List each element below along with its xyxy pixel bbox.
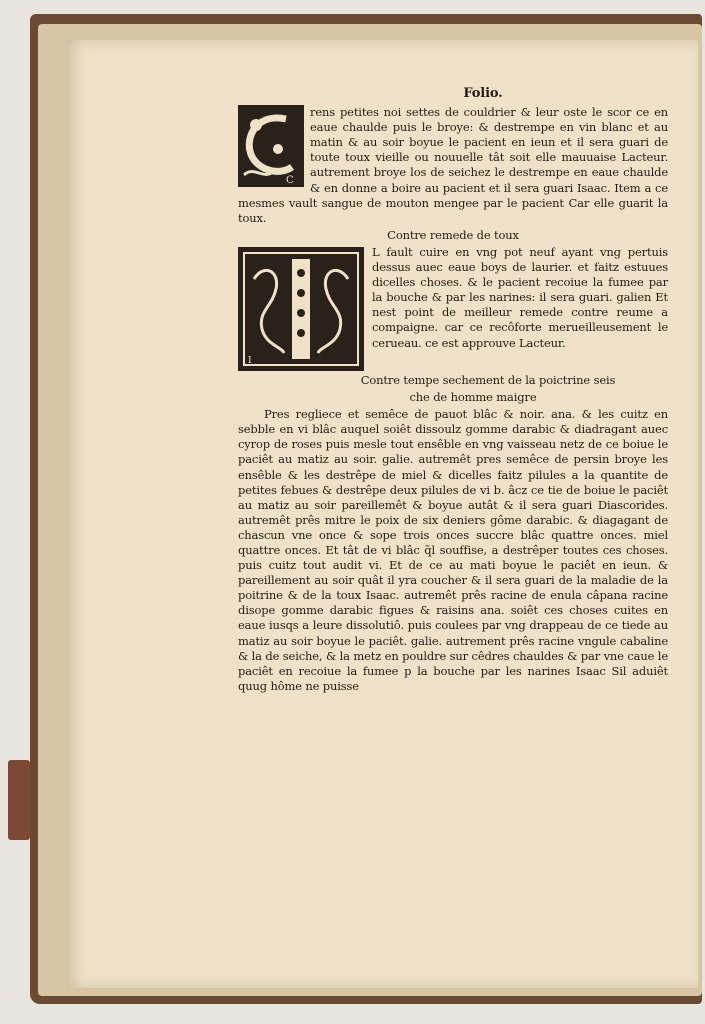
heading-poictrine-b: che de homme maigre [409, 390, 537, 405]
page-text [238, 86, 668, 694]
initial-c-letter: C [286, 175, 294, 187]
decorated-initial-i [238, 247, 364, 371]
bookmark-tab [8, 760, 30, 840]
paragraph-1: rens petites noi settes de couldrier & leur oste le scor ce en eaue chaulde puis le broye: & destrempe en vin blanc et au matin & au soir boyue le pacient en ieun et il sera guari de toute toux vieille ou nouuelle tât soit elle mauuaise Lacteur. autrement broye los de seichez le destrempe en eaue chaulde & en donne a boire au pacient et il sera guari Isaac. Item a ce mesmes vault sangue de mouton mengee par le pacient Car elle guarit la toux. [238, 105, 668, 225]
folio-label: Folio. [463, 86, 503, 101]
heading-remede-toux: Contre remede de toux [387, 227, 519, 242]
heading-poictrine-a: Contre tempe sechement de la poictrine seis [360, 372, 616, 387]
paragraph-2: L fault cuire en vng pot neuf ayant vng pertuis dessus auec eaue boys de laurier. et faitz estuues dicelles choses. & le pacient recoiue la fumee par la bouche & par les narines: il sera guari. galien Et nest point de meilleur remede contre reume a compaigne. car ce recôforte merueilleusement le cerueau. ce est approuve Lacteur. [372, 244, 668, 350]
decorated-initial-c [238, 105, 304, 187]
paragraph-3: Pres regliece et semêce de pauot blâc & noir. ana. & les cuitz en sebble en vi blâc auquel soiêt dissoulz gomme darabic & diadragant auec cyrop de roses puis mesle tout ensêble en vng vaisseau netz de ce boiue le paciêt au matiz au soir. galie. autremêt pres semêce de persin broye les ensêble & les destrêpe de miel & dicelles faitz pilules a la quantite de petites febues & destrêpe deux pilules de vi b. âcz ce tie de boiue le paciêt au matiz au soir pareillemêt & boyue autât & il sera guari Diascorides. autremêt prês mitre le poix de six deniers gôme darabic. & diagagant de chascun vne once & sope trois onces succre blâc quattre onces. miel quattre onces. Et tât de vi blâc q̃l souffise, a destrêper toutes ces choses. puis cuitz tout audit vi. Et de ce au mati boyue le paciêt en ieun. & pareillement au soir quât il yra coucher & il sera guari de la maladie de la poitrine & de la toux Isaac. autremêt prês racine de enula câpana racine disope gomme darabic figues & raisins ana. soiêt ces choses cuites en eaue iusqs a leure dissolutiô. puis coulees par vng drappeau de ce tiede au matiz au soir boyue le paciêt. galie. autrement prês racine vngule cabaline & la de seiche, & la metz en pouldre sur cêdres chauldes & par vne caue le paciêt en recoiue la fumee p la bouche par les narines Isaac Sil aduiêt quug hôme ne puisse [238, 407, 668, 693]
initial-i-letter: I [248, 355, 252, 366]
